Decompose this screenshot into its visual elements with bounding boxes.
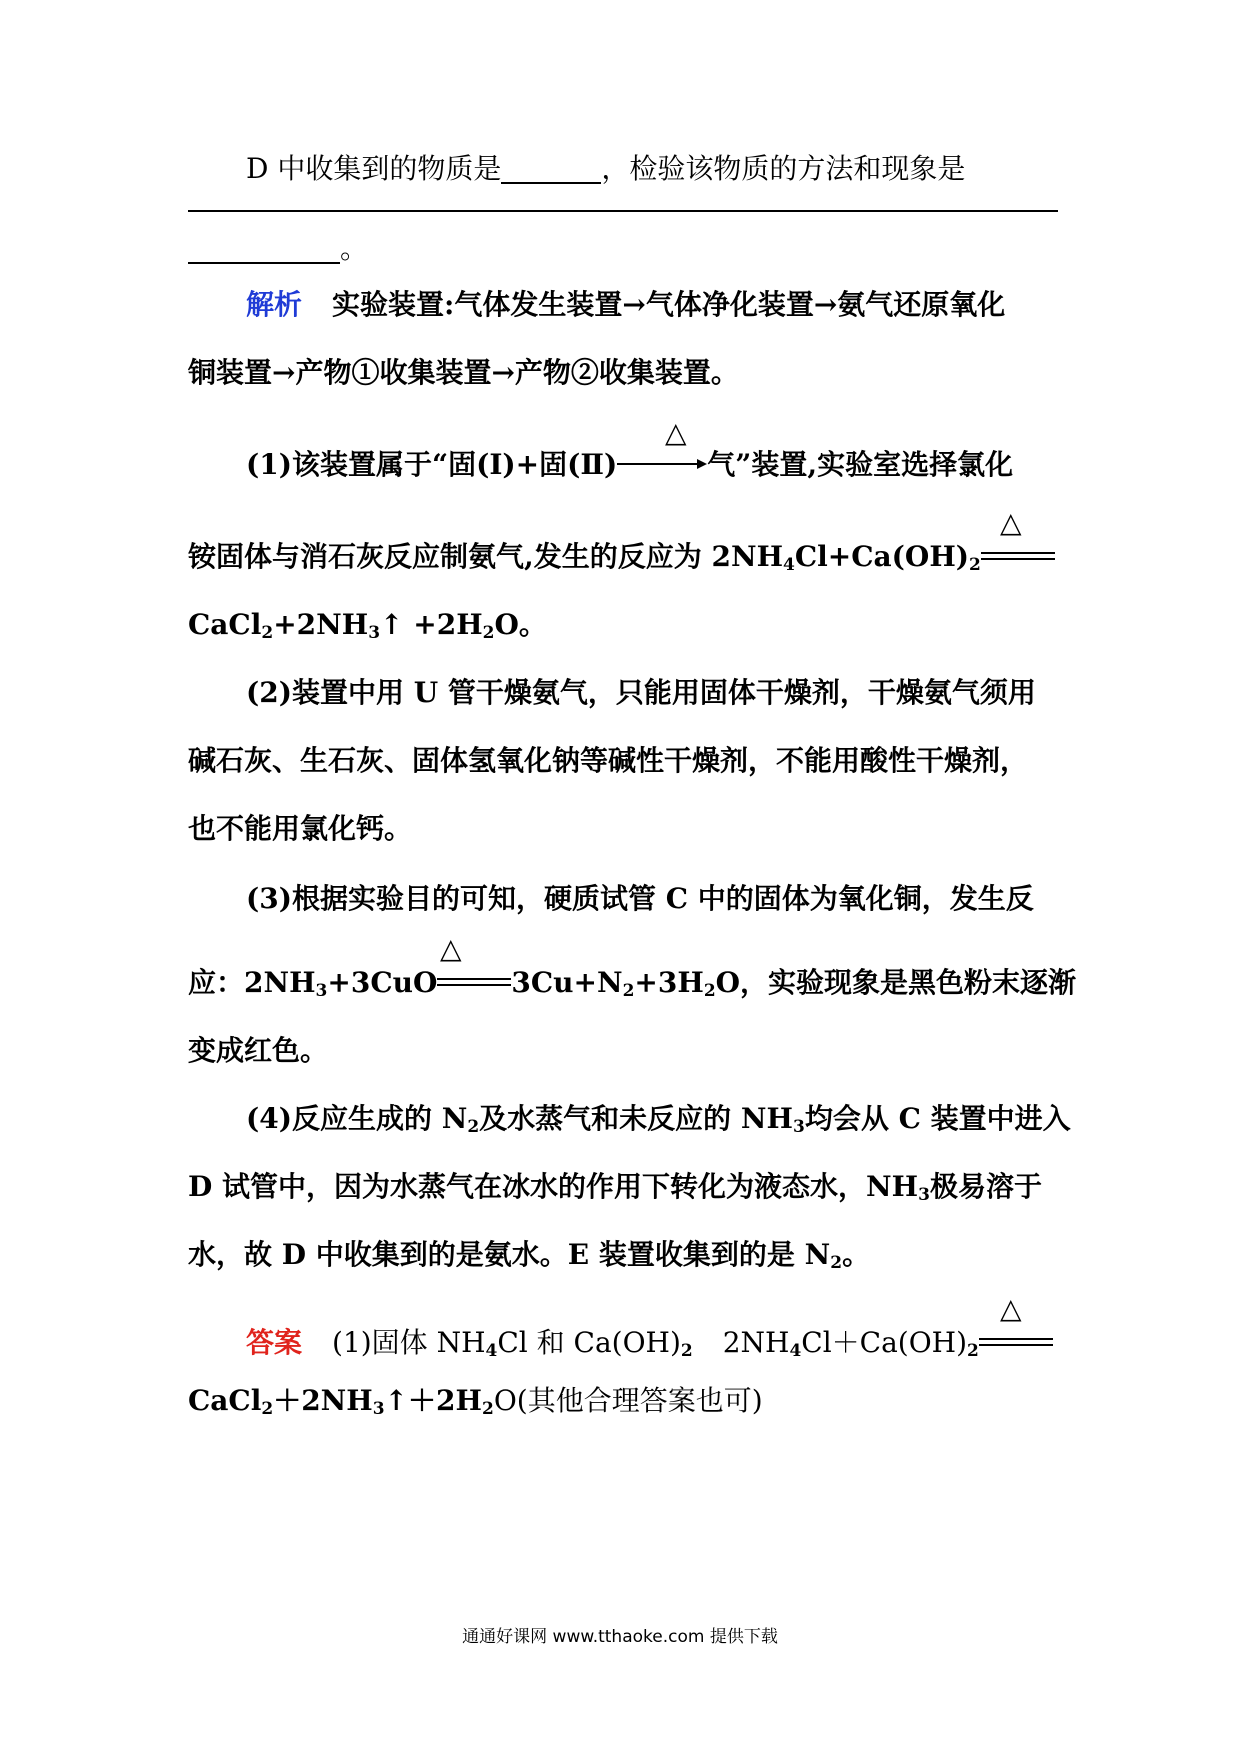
answer-line: 答案 (1)固体 $NH_4Cl$ 和 $Ca(OH)_2$ $2NH_4Cl+Ca(OH)_2$ bbox=[246, 1318, 1058, 1368]
analysis-line: 应：$2NH_3+3CuO$ $3Cu+N_2+3H_2O$，实验现象是黑色粉末逐渐 bbox=[188, 966, 1077, 1001]
answer-blank bbox=[188, 234, 340, 264]
question-line-1 bbox=[246, 144, 1058, 194]
analysis-line: (1)该装置属于“固(Ⅰ)+固(Ⅱ) 气”装置,实验室选择氯化 bbox=[246, 448, 1014, 481]
answer-blank bbox=[501, 154, 601, 184]
reaction-equals bbox=[437, 976, 511, 988]
analysis-tag: 解析 bbox=[246, 288, 303, 321]
reaction-equals bbox=[979, 1336, 1053, 1348]
analysis-line: 铜装置→产物①收集装置→产物②收集装置。 bbox=[188, 356, 739, 389]
answer-line: $CaCl_2+2NH_3↑+2H_2O$(其他合理答案也可) bbox=[188, 1384, 763, 1419]
analysis-line: 也不能用氯化钙。 bbox=[188, 812, 413, 845]
heat-symbol: △ bbox=[1000, 506, 1022, 539]
answer-blank-line bbox=[188, 210, 1058, 212]
analysis-line: (2)装置中用 U 管干燥氨气，只能用固体干燥剂，干燥氨气须用 bbox=[246, 676, 1036, 709]
page-footer: 通通好课网 www.tthaoke.com 提供下载 bbox=[462, 1627, 778, 1647]
analysis-line: 变成红色。 bbox=[188, 1034, 329, 1067]
analysis-line: (3)根据实验目的可知，硬质试管 C 中的固体为氧化铜，发生反 bbox=[246, 882, 1034, 915]
analysis-line: 解析 实验装置:气体发生装置→气体净化装置→氨气还原氧化 bbox=[246, 288, 1006, 321]
answer-tag: 答案 bbox=[246, 1326, 303, 1359]
heat-symbol: △ bbox=[1000, 1292, 1022, 1325]
analysis-line: $CaCl_2+2NH_3↑ +2H_2O$。 bbox=[188, 608, 547, 643]
analysis-line: D 试管中，因为水蒸气在冰水的作用下转化为液态水，$NH_3$极易溶于 bbox=[188, 1170, 1042, 1205]
reaction-arrow bbox=[617, 458, 707, 470]
question-text: ，检验该物质的方法和现象是 bbox=[601, 152, 966, 185]
heat-symbol: △ bbox=[665, 416, 687, 449]
question-line-3: 。 bbox=[188, 224, 1058, 274]
question-text: D 中收集到的物质是 bbox=[246, 152, 502, 185]
analysis-line: 水，故 D 中收集到的是氨水。E 装置收集到的是 $N_2$。 bbox=[188, 1238, 871, 1273]
heat-symbol: △ bbox=[440, 932, 462, 965]
reaction-equals bbox=[981, 550, 1055, 562]
analysis-line: 铵固体与消石灰反应制氨气,发生的反应为 $2NH_4Cl+Ca(OH)_2$ bbox=[188, 532, 1058, 582]
analysis-line: (4)反应生成的 $N_2$及水蒸气和未反应的 $NH_3$均会从 C 装置中进入 bbox=[246, 1102, 1071, 1137]
analysis-line: 碱石灰、生石灰、固体氢氧化钠等碱性干燥剂，不能用酸性干燥剂， bbox=[188, 744, 1029, 777]
